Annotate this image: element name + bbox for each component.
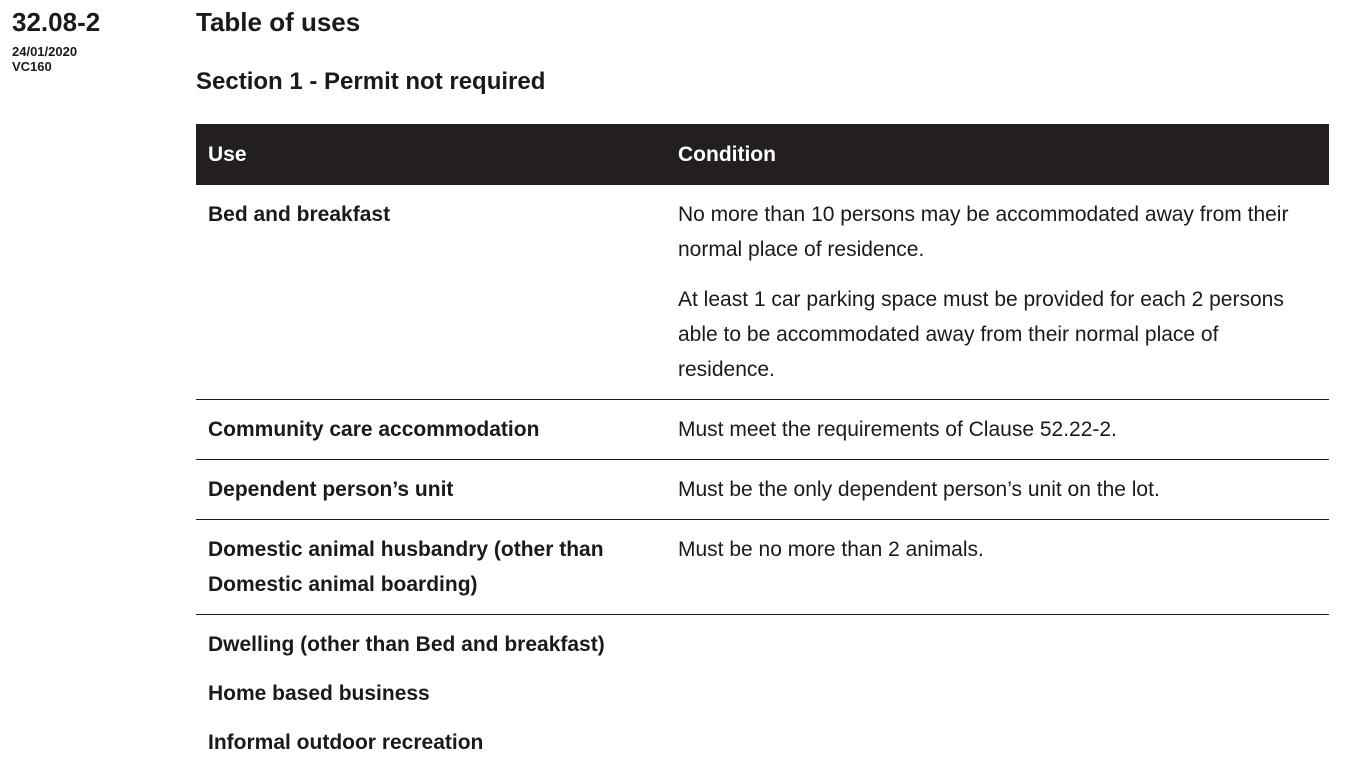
condition-cell [666,662,1329,711]
use-cell: Informal outdoor recreation [208,731,484,754]
clause-amendment: VC160 [12,59,52,74]
condition-cell [666,400,1329,460]
table-header-row [196,124,1329,185]
use-cell: Bed and breakfast [196,185,666,400]
use-cell: Dwelling (other than Bed and breakfast) [208,633,605,656]
condition-text: Must be the only dependent person’s unit on the lot. [678,478,1160,501]
table-row [196,615,1329,663]
condition-cell [666,460,1329,520]
condition-cell [666,711,1329,760]
table-row [196,185,1329,400]
table-of-uses [196,124,1329,760]
column-header-condition: Condition [666,124,1329,185]
section-heading: Section 1 - Permit not required [196,68,546,95]
use-cell: Community care accommodation [196,400,666,460]
page-title: Table of uses [196,7,361,37]
condition-text: Must meet the requirements of Clause 52.22-2. [678,418,1117,441]
condition-cell [666,520,1329,615]
use-cell: Dependent person’s unit [196,460,666,520]
table-row [196,711,1329,760]
table-row [196,520,1329,615]
use-cell: Home based business [208,682,430,705]
clause-date: 24/01/2020 [12,44,78,59]
condition-cell [666,185,1329,400]
column-header-use: Use [196,124,666,185]
table-row [196,662,1329,711]
condition-text: No more than 10 persons may be accommodated away from their normal place of residence. [678,203,1289,261]
condition-cell [666,615,1329,663]
table-row [196,460,1329,520]
condition-text: Must be no more than 2 animals. [678,538,984,561]
use-cell: Domestic animal husbandry (other than Domestic animal boarding) [196,520,666,615]
condition-text: At least 1 car parking space must be provided for each 2 persons able to be accommodated away from their normal place of residence. [678,288,1284,381]
clause-number: 32.08-2 [12,7,101,37]
table-row [196,400,1329,460]
clause-meta [12,44,77,74]
